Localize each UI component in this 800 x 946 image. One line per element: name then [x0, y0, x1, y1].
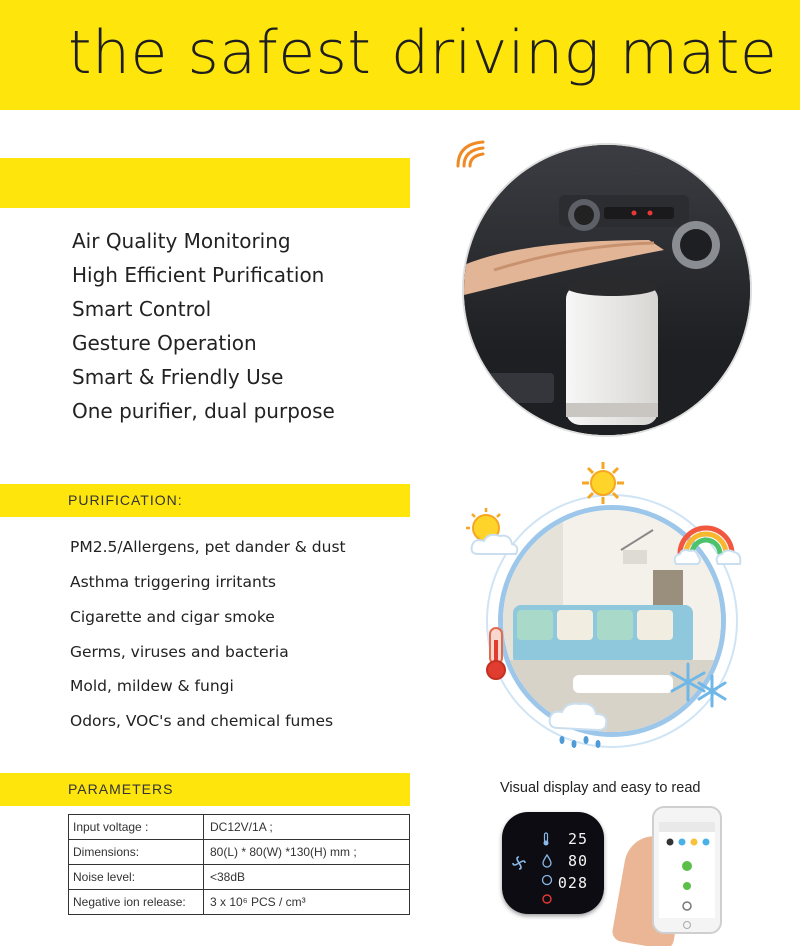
purification-item: Odors, VOC's and chemical fumes — [70, 712, 334, 730]
thermometer-small-icon — [542, 832, 550, 846]
header-band — [0, 0, 800, 110]
display-panel — [502, 812, 604, 914]
sun-cloud-icon — [460, 506, 522, 560]
param-value: DC12V/1A ; — [204, 815, 410, 840]
rainbow-icon — [672, 514, 744, 566]
purification-heading: PURIFICATION: — [68, 492, 183, 508]
air-quality-reading: 028 — [557, 874, 588, 892]
table-row — [69, 840, 410, 865]
feature-item: High Efficient Purification — [72, 263, 325, 287]
param-value: 3 x 10⁶ PCS / cm³ — [204, 890, 410, 915]
param-value: <38dB — [204, 865, 410, 890]
table-row — [69, 865, 410, 890]
feature-item: One purifier, dual purpose — [72, 399, 335, 423]
temperature-reading: 25 — [567, 830, 588, 848]
feature-item: Gesture Operation — [72, 331, 257, 355]
rain-cloud-icon — [546, 696, 612, 754]
purification-item: Cigarette and cigar smoke — [70, 608, 275, 626]
features-bar — [0, 158, 410, 208]
purification-item: Mold, mildew & fungi — [70, 677, 234, 695]
snowflake-icon — [668, 658, 730, 710]
fan-icon — [512, 856, 526, 870]
purification-item: PM2.5/Allergens, pet dander & dust — [70, 538, 346, 556]
param-key: Input voltage : — [69, 815, 204, 840]
table-row — [69, 890, 410, 915]
wifi-signal-icon — [455, 138, 489, 168]
parameters-table — [68, 814, 410, 915]
param-key: Noise level: — [69, 865, 204, 890]
sun-icon — [580, 460, 626, 506]
aqi-icon — [541, 874, 553, 886]
purification-item: Germs, viruses and bacteria — [70, 643, 289, 661]
feature-item: Smart Control — [72, 297, 212, 321]
display-caption: Visual display and easy to read — [500, 780, 701, 796]
parameters-bar — [0, 773, 410, 806]
purification-item: Asthma triggering irritants — [70, 573, 276, 591]
parameters-heading: PARAMETERS — [68, 781, 174, 797]
car-purifier-photo — [464, 145, 750, 435]
feature-item: Air Quality Monitoring — [72, 229, 291, 253]
param-key: Dimensions: — [69, 840, 204, 865]
purification-bar — [0, 484, 410, 517]
page-title: the safest driving mate — [68, 18, 778, 88]
smartphone-app — [652, 806, 722, 934]
thermometer-icon — [476, 624, 516, 682]
param-key: Negative ion release: — [69, 890, 204, 915]
droplet-icon — [542, 854, 552, 868]
humidity-reading: 80 — [567, 852, 588, 870]
power-icon — [542, 894, 552, 904]
param-value: 80(L) * 80(W) *130(H) mm ; — [204, 840, 410, 865]
feature-item: Smart & Friendly Use — [72, 365, 284, 389]
table-row — [69, 815, 410, 840]
